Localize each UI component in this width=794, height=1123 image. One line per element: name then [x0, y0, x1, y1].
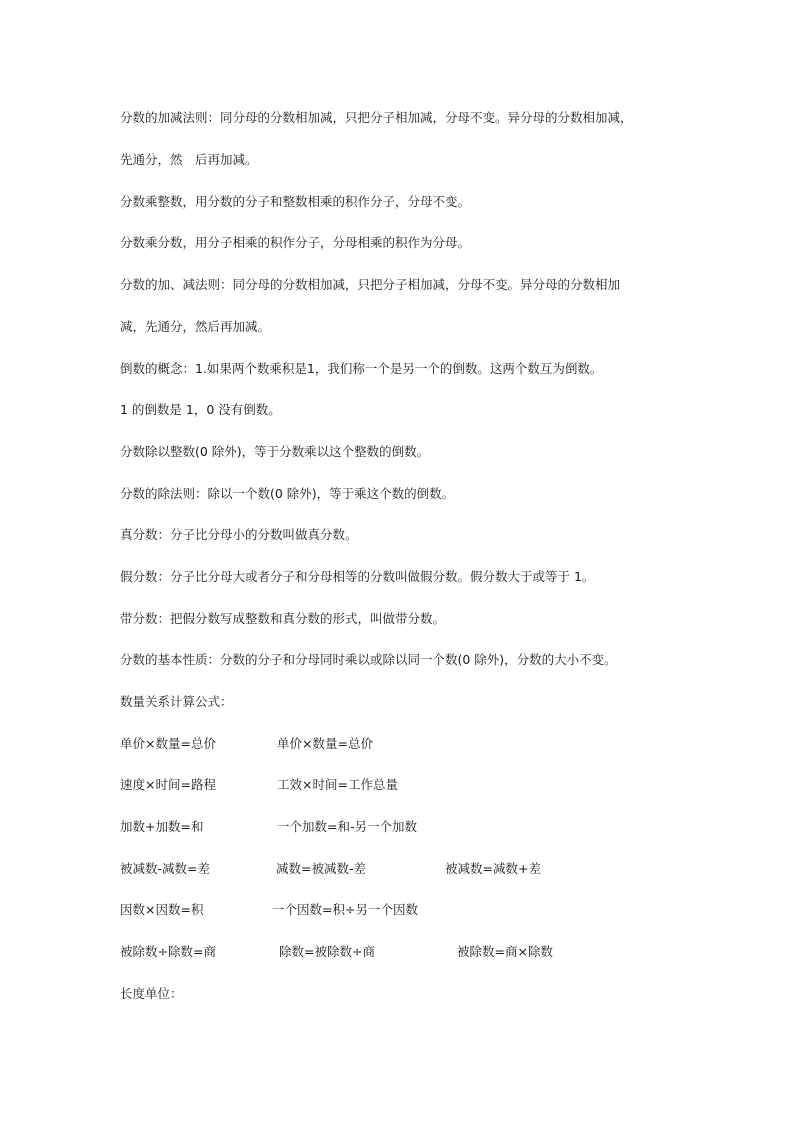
paragraph-fraction-basic-property: 分数的基本性质：分数的分子和分母同时乘以或除以同一个数(0 除外)，分数的大小不变。	[120, 652, 617, 667]
paragraph-fraction-div-integer: 分数除以整数(0 除外)，等于分数乘以这个整数的倒数。	[120, 444, 430, 459]
formula-cell: 被除数÷除数=商	[120, 944, 216, 959]
paragraph-reciprocal-concept: 倒数的概念：1.如果两个数乘积是1，我们称一个是另一个的倒数。这两个数互为倒数。	[120, 361, 603, 376]
paragraph-improper-fraction: 假分数：分子比分母大或者分子和分母相等的分数叫做假分数。假分数大于或等于 1。	[120, 569, 595, 584]
paragraph-proper-fraction: 真分数：分子比分母小的分数叫做真分数。	[120, 527, 358, 542]
formula-cell: 减数=被减数-差	[276, 861, 366, 876]
paragraph-fraction-add-sub-rule-2: 分数的加、减法则：同分母的分数相加减，只把分子相加减，分母不变。异分母的分数相加	[120, 277, 621, 292]
paragraph-fraction-add-sub-rule: 分数的加减法则：同分母的分数相加减，只把分子相加减，分母不变。异分母的分数相加减，	[120, 110, 633, 125]
paragraph-fraction-times-fraction: 分数乘分数，用分子相乘的积作分子，分母相乘的积作为分母。	[120, 235, 471, 250]
formula-cell: 加数+加数=和	[120, 819, 204, 834]
paragraph-fraction-division-rule: 分数的除法则：除以一个数(0 除外)，等于乘这个数的倒数。	[120, 486, 455, 501]
formula-cell: 因数×因数=积	[120, 902, 204, 917]
paragraph-fraction-times-integer: 分数乘整数，用分数的分子和整数相乘的积作分子，分母不变。	[120, 194, 471, 209]
formula-cell: 被减数=减数+差	[445, 861, 541, 876]
paragraph-mixed-number: 带分数：把假分数写成整数和真分数的形式，叫做带分数。	[120, 611, 446, 626]
section-title-length-units: 长度单位：	[120, 986, 183, 1001]
formula-cell: 单价×数量=总价	[277, 736, 373, 751]
formula-cell: 速度×时间=路程	[120, 777, 216, 792]
formula-cell: 被减数-减数=差	[120, 861, 210, 876]
formula-cell: 工效×时间=工作总量	[277, 777, 398, 792]
paragraph-reciprocal-of-one: 1 的倒数是 1，0 没有倒数。	[120, 402, 281, 417]
paragraph-fraction-add-sub-rule-cont: 先通分，然 后再加减。	[120, 152, 258, 167]
formula-cell: 除数=被除数÷商	[279, 944, 375, 959]
formula-cell: 一个加数=和-另一个加数	[277, 819, 417, 834]
section-title-quantity-relations: 数量关系计算公式：	[120, 694, 233, 709]
paragraph-fraction-add-sub-rule-2-cont: 减，先通分，然后再加减。	[120, 319, 271, 334]
formula-cell: 被除数=商×除数	[457, 944, 553, 959]
formula-cell: 单价×数量=总价	[120, 736, 216, 751]
formula-cell: 一个因数=积÷另一个因数	[272, 902, 418, 917]
